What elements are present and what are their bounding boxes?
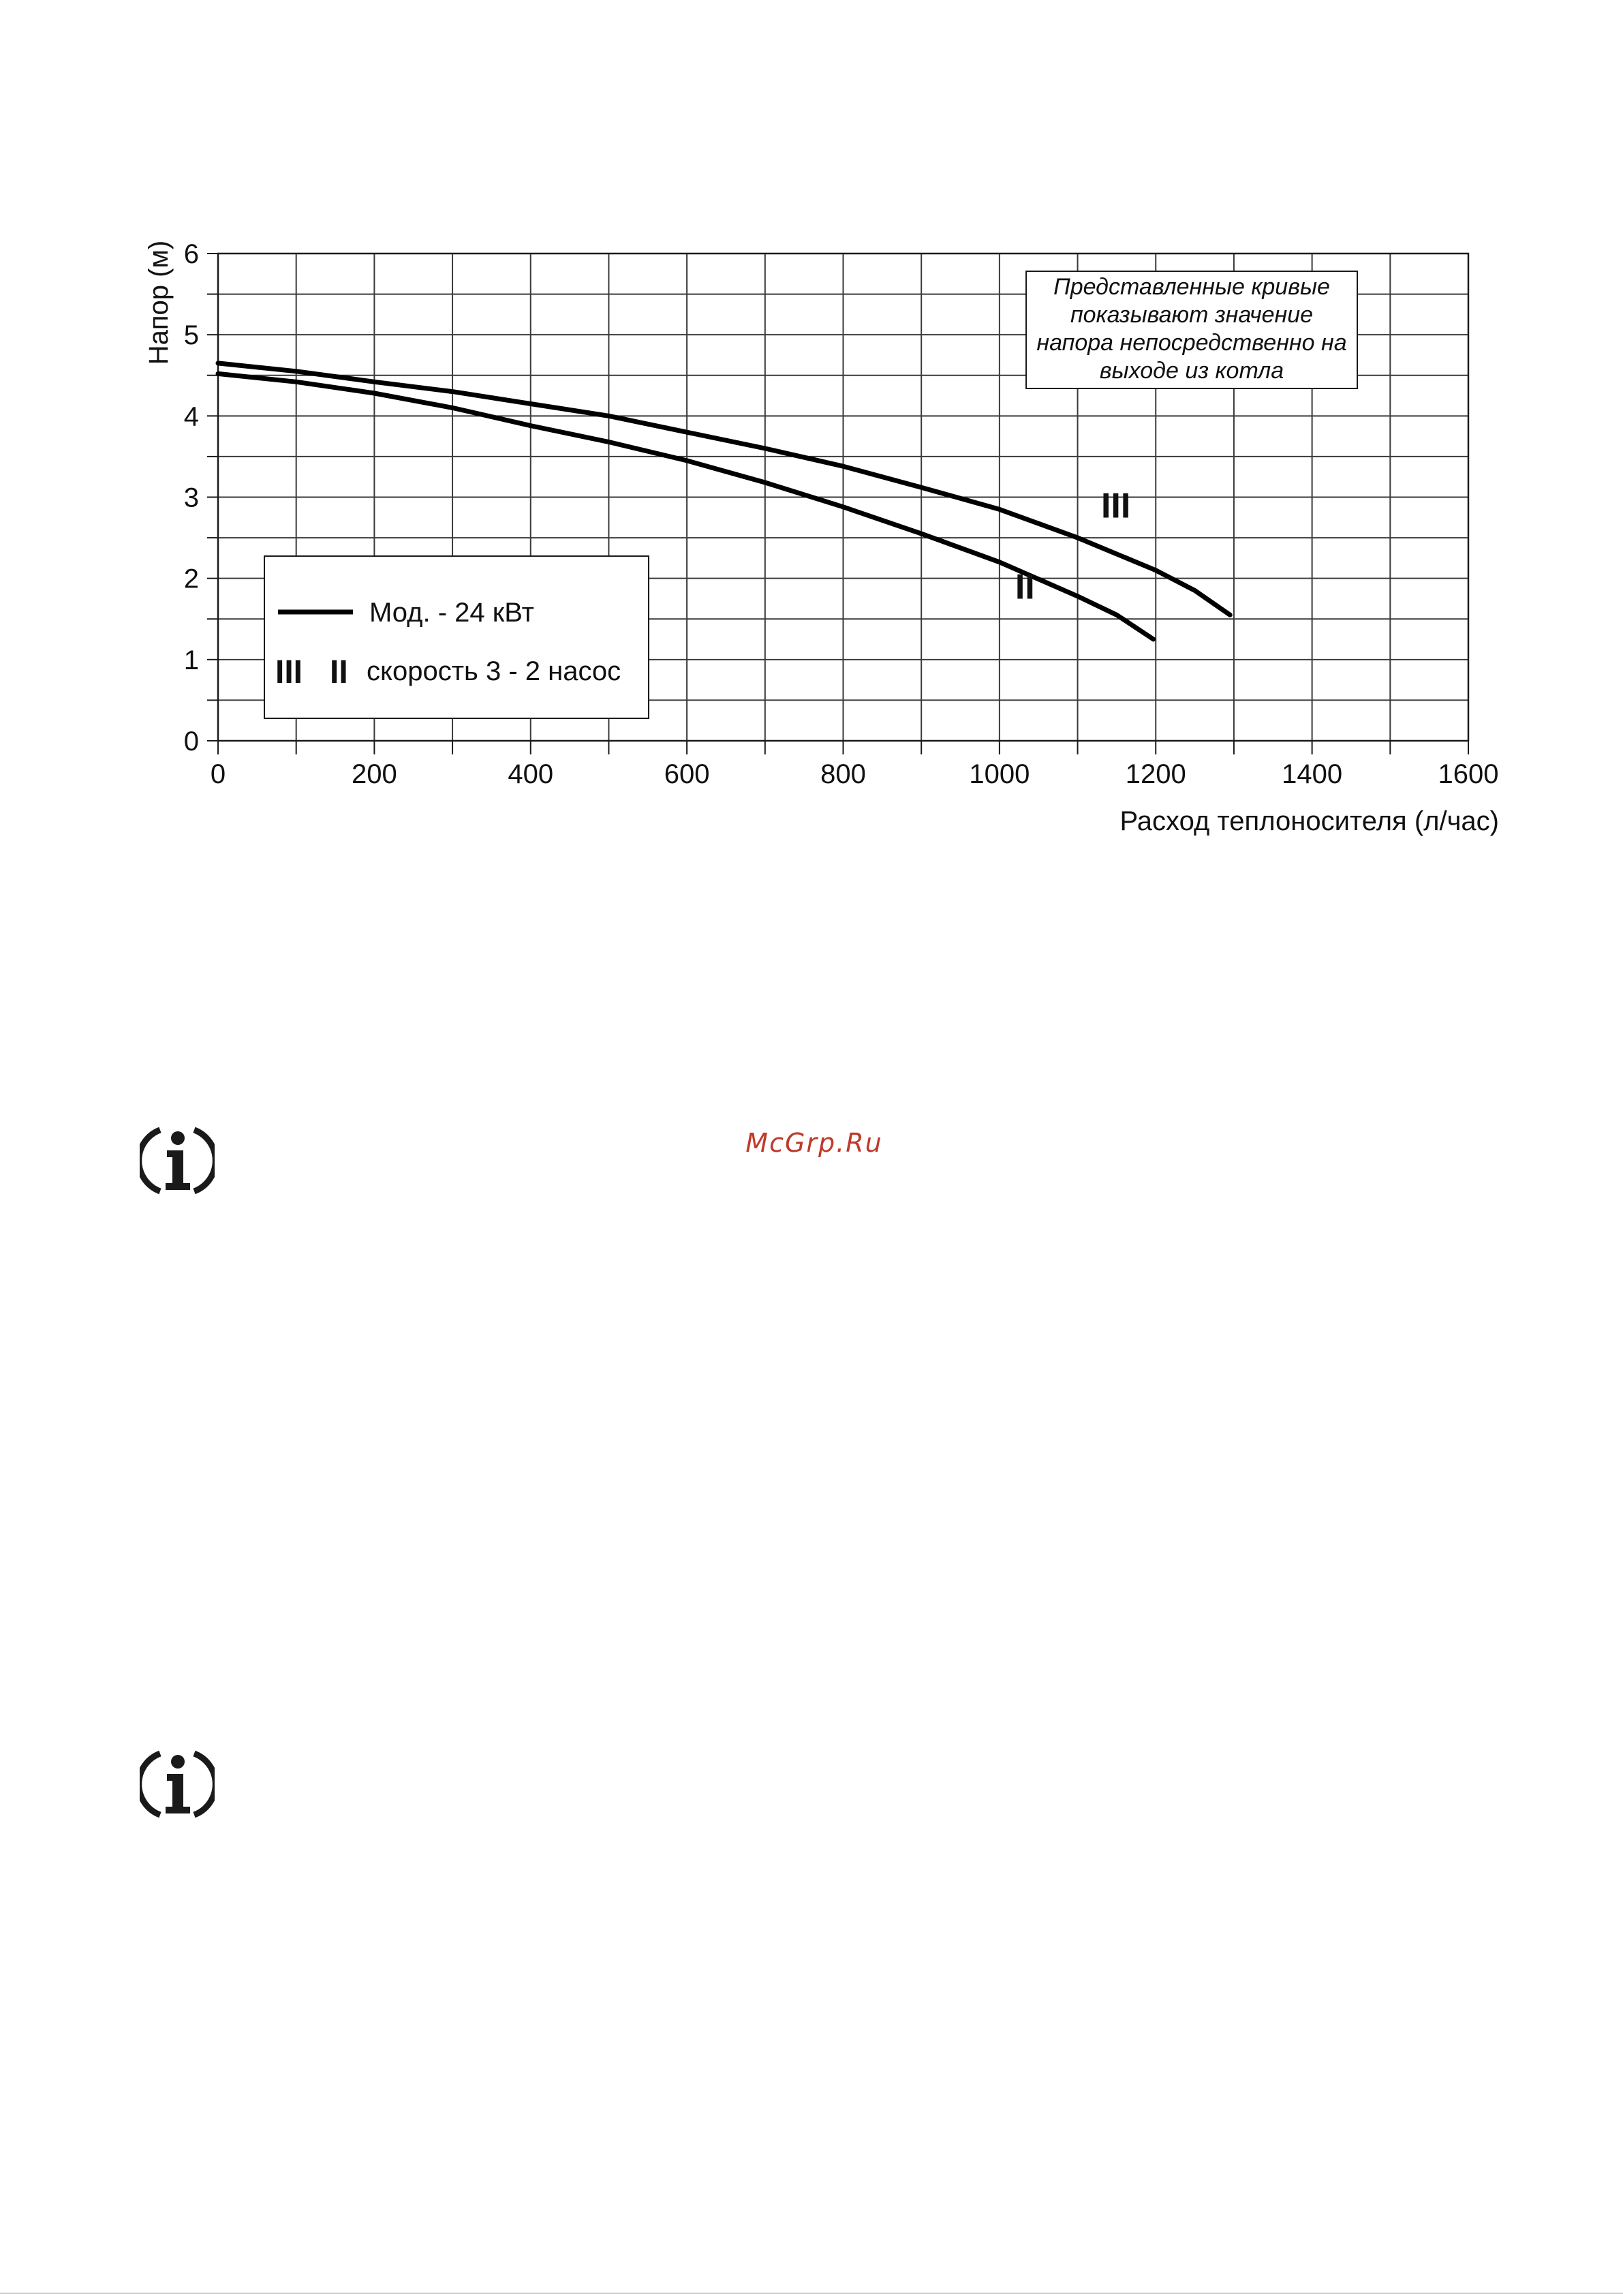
watermark: McGrp.Ru bbox=[745, 1128, 883, 1158]
x-tick-label: 400 bbox=[508, 759, 554, 789]
x-tick-label: 0 bbox=[210, 759, 226, 789]
x-tick-label: 600 bbox=[664, 759, 710, 789]
x-tick-label: 800 bbox=[820, 759, 866, 789]
note-text-line: Представленные кривые bbox=[1053, 274, 1330, 300]
x-axis-label: Расход теплоносителя (л/час) bbox=[1119, 806, 1499, 836]
note-text-line: напора непосредственно на bbox=[1036, 330, 1347, 356]
note-text-line: показывают значение bbox=[1070, 302, 1314, 328]
y-tick-label: 1 bbox=[183, 645, 199, 675]
y-axis-label: Напор (м) bbox=[144, 240, 174, 365]
series-label: III bbox=[1100, 486, 1131, 526]
y-tick-label: 5 bbox=[183, 320, 199, 351]
legend-speed-mark: II bbox=[330, 654, 348, 690]
page-bottom-rule bbox=[0, 2293, 1623, 2294]
x-tick-label: 1400 bbox=[1282, 759, 1343, 789]
y-tick-label: 4 bbox=[183, 401, 199, 432]
legend-speed-mark: III bbox=[275, 654, 303, 690]
pump-head-chart bbox=[0, 0, 1623, 886]
note-text-line: выходе из котла bbox=[1099, 358, 1284, 384]
y-tick-label: 2 bbox=[183, 564, 199, 594]
x-tick-label: 1000 bbox=[969, 759, 1030, 789]
legend-line-label: Мод. - 24 кВт bbox=[369, 598, 534, 628]
legend-box bbox=[264, 556, 649, 718]
legend-speed-label: скорость 3 - 2 насос bbox=[367, 656, 621, 686]
x-tick-label: 200 bbox=[352, 759, 397, 789]
info-icon bbox=[140, 1123, 215, 1198]
y-tick-label: 3 bbox=[183, 483, 199, 513]
y-tick-label: 0 bbox=[183, 726, 199, 756]
x-tick-label: 1600 bbox=[1438, 759, 1499, 789]
y-tick-label: 6 bbox=[183, 239, 199, 269]
x-tick-label: 1200 bbox=[1125, 759, 1186, 789]
series-label: II bbox=[1015, 567, 1035, 607]
info-icon bbox=[140, 1747, 215, 1822]
